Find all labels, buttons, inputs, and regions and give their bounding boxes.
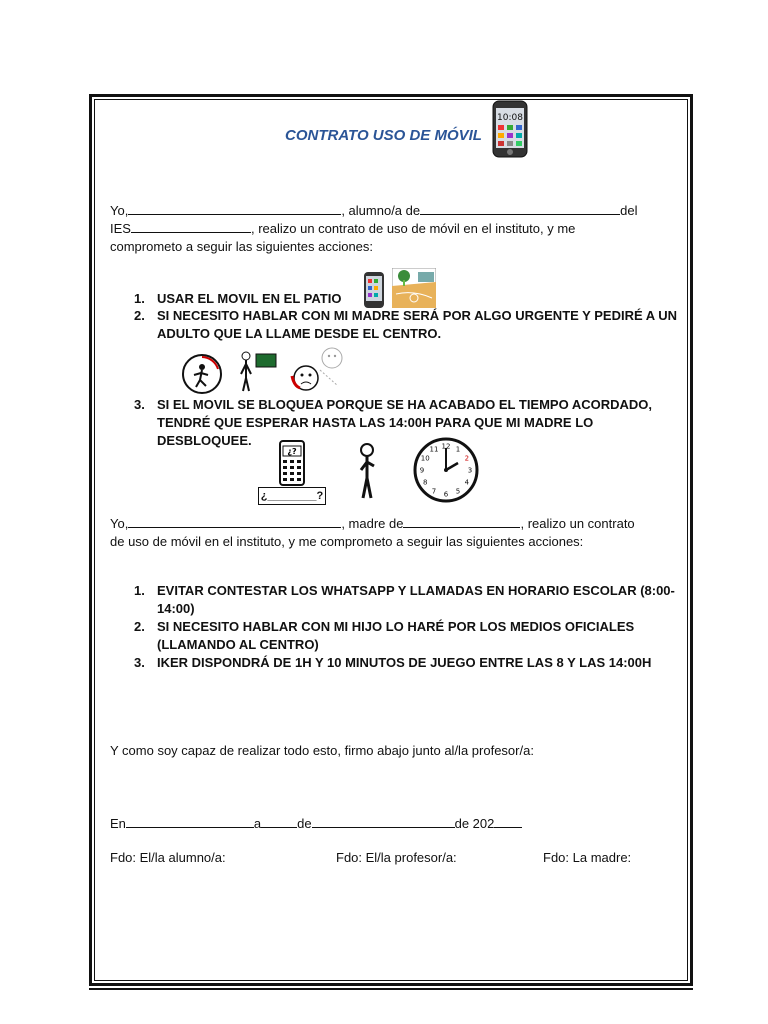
student-action-3-line-3: DESBLOQUEE. <box>157 433 252 448</box>
student-line-1: Yo, , alumno/a de del <box>110 203 638 218</box>
student-action-2-line-2: ADULTO QUE LA LLAME DESDE EL CENTRO. <box>157 326 442 341</box>
clock-number: 11 <box>429 445 439 454</box>
hurry-clock-icon <box>180 353 226 395</box>
bottom-rule <box>89 988 693 990</box>
keypad-screen-text: ¿? <box>287 447 297 456</box>
day-blank[interactable] <box>261 815 297 828</box>
student-action-1-line: USAR EL MOVIL EN EL PATIO <box>157 291 342 306</box>
child-name-blank[interactable] <box>403 515 520 528</box>
waiting-person-icon <box>356 442 380 500</box>
worried-call-icon <box>290 346 348 394</box>
mother-action-3-number: 3. <box>134 655 145 670</box>
clock-number: 4 <box>464 478 470 487</box>
student-name-blank[interactable] <box>128 202 341 215</box>
student-action-2-number: 2. <box>134 308 145 323</box>
clock-number: 7 <box>431 487 437 496</box>
student-action-1-number: 1. <box>134 291 145 306</box>
mother-action-2-number: 2. <box>134 619 145 634</box>
mother-action-1-line-1: EVITAR CONTESTAR LOS WHATSAPP Y LLAMADAS EN HORARIO ESCOLAR (8:00- <box>157 583 675 598</box>
clock-number: 3 <box>467 466 473 475</box>
student-action-3-line-2: TENDRÉ QUE ESPERAR HASTA LAS 14:00H PARA QUE MI MADRE LO <box>157 415 594 430</box>
locked-phone-keypad-icon <box>279 440 305 486</box>
closing-statement: Y como soy capaz de realizar todo esto, firmo abajo junto al/la profesor/a: <box>110 743 534 758</box>
clock-number: 8 <box>422 478 428 487</box>
signature-student: Fdo: El/la alumno/a: <box>110 850 226 865</box>
ies-name-blank[interactable] <box>131 220 251 233</box>
clock-number: 1 <box>455 445 461 454</box>
mother-action-3-line-1: IKER DISPONDRÁ DE 1H Y 10 MINUTOS DE JUEGO ENTRE LAS 8 Y LAS 14:00H <box>157 655 652 670</box>
mother-line-2: de uso de móvil en el instituto, y me comprometo a seguir las siguientes acciones: <box>110 534 584 549</box>
document-title: CONTRATO USO DE MÓVIL <box>285 127 482 144</box>
clock-number: 12 <box>441 442 451 451</box>
mobile-phone-icon <box>363 271 385 309</box>
year-blank[interactable] <box>494 815 522 828</box>
school-patio-icon <box>392 268 436 308</box>
mother-action-1-number: 1. <box>134 583 145 598</box>
student-action-3-line-1: SI EL MOVIL SE BLOQUEA PORQUE SE HA ACABADO EL TIEMPO ACORDADO, <box>157 397 653 412</box>
student-course-blank[interactable] <box>420 202 620 215</box>
mother-name-blank[interactable] <box>128 515 341 528</box>
clock-number: 10 <box>420 454 430 463</box>
place-blank[interactable] <box>126 815 254 828</box>
student-line-2: IES , realizo un contrato de uso de móvil en el instituto, y me <box>110 221 576 236</box>
clock-number: 5 <box>455 487 461 496</box>
clock-number: 9 <box>419 466 425 475</box>
clock-number: 6 <box>443 490 449 499</box>
student-action-3-number: 3. <box>134 397 145 412</box>
month-blank[interactable] <box>312 815 455 828</box>
clock-icon <box>412 436 480 504</box>
mother-action-2-line-2: (LLAMANDO AL CENTRO) <box>157 637 319 652</box>
signature-teacher: Fdo: El/la profesor/a: <box>336 850 457 865</box>
student-blackboard-icon <box>238 350 278 392</box>
clock-number: 2 <box>464 454 470 463</box>
date-line: En a de de 202 <box>110 815 522 833</box>
mother-action-2-line-1: SI NECESITO HABLAR CON MI HIJO LO HARÉ POR LOS MEDIOS OFICIALES <box>157 619 635 634</box>
mother-line-1: Yo, , madre de , realizo un contrato <box>110 516 635 531</box>
student-line-3: comprometo a seguir las siguientes acciones: <box>110 239 374 254</box>
smartphone-icon <box>492 100 528 158</box>
signature-mother: Fdo: La madre: <box>543 850 632 865</box>
mother-action-1-line-2: 14:00) <box>157 601 195 616</box>
code-prompt-box: ¿________? <box>258 487 326 505</box>
student-action-2-line-1: SI NECESITO HABLAR CON MI MADRE SERÁ POR ALGO URGENTE Y PEDIRÉ A UN <box>157 308 678 323</box>
phone-time: 10:08 <box>497 113 523 123</box>
